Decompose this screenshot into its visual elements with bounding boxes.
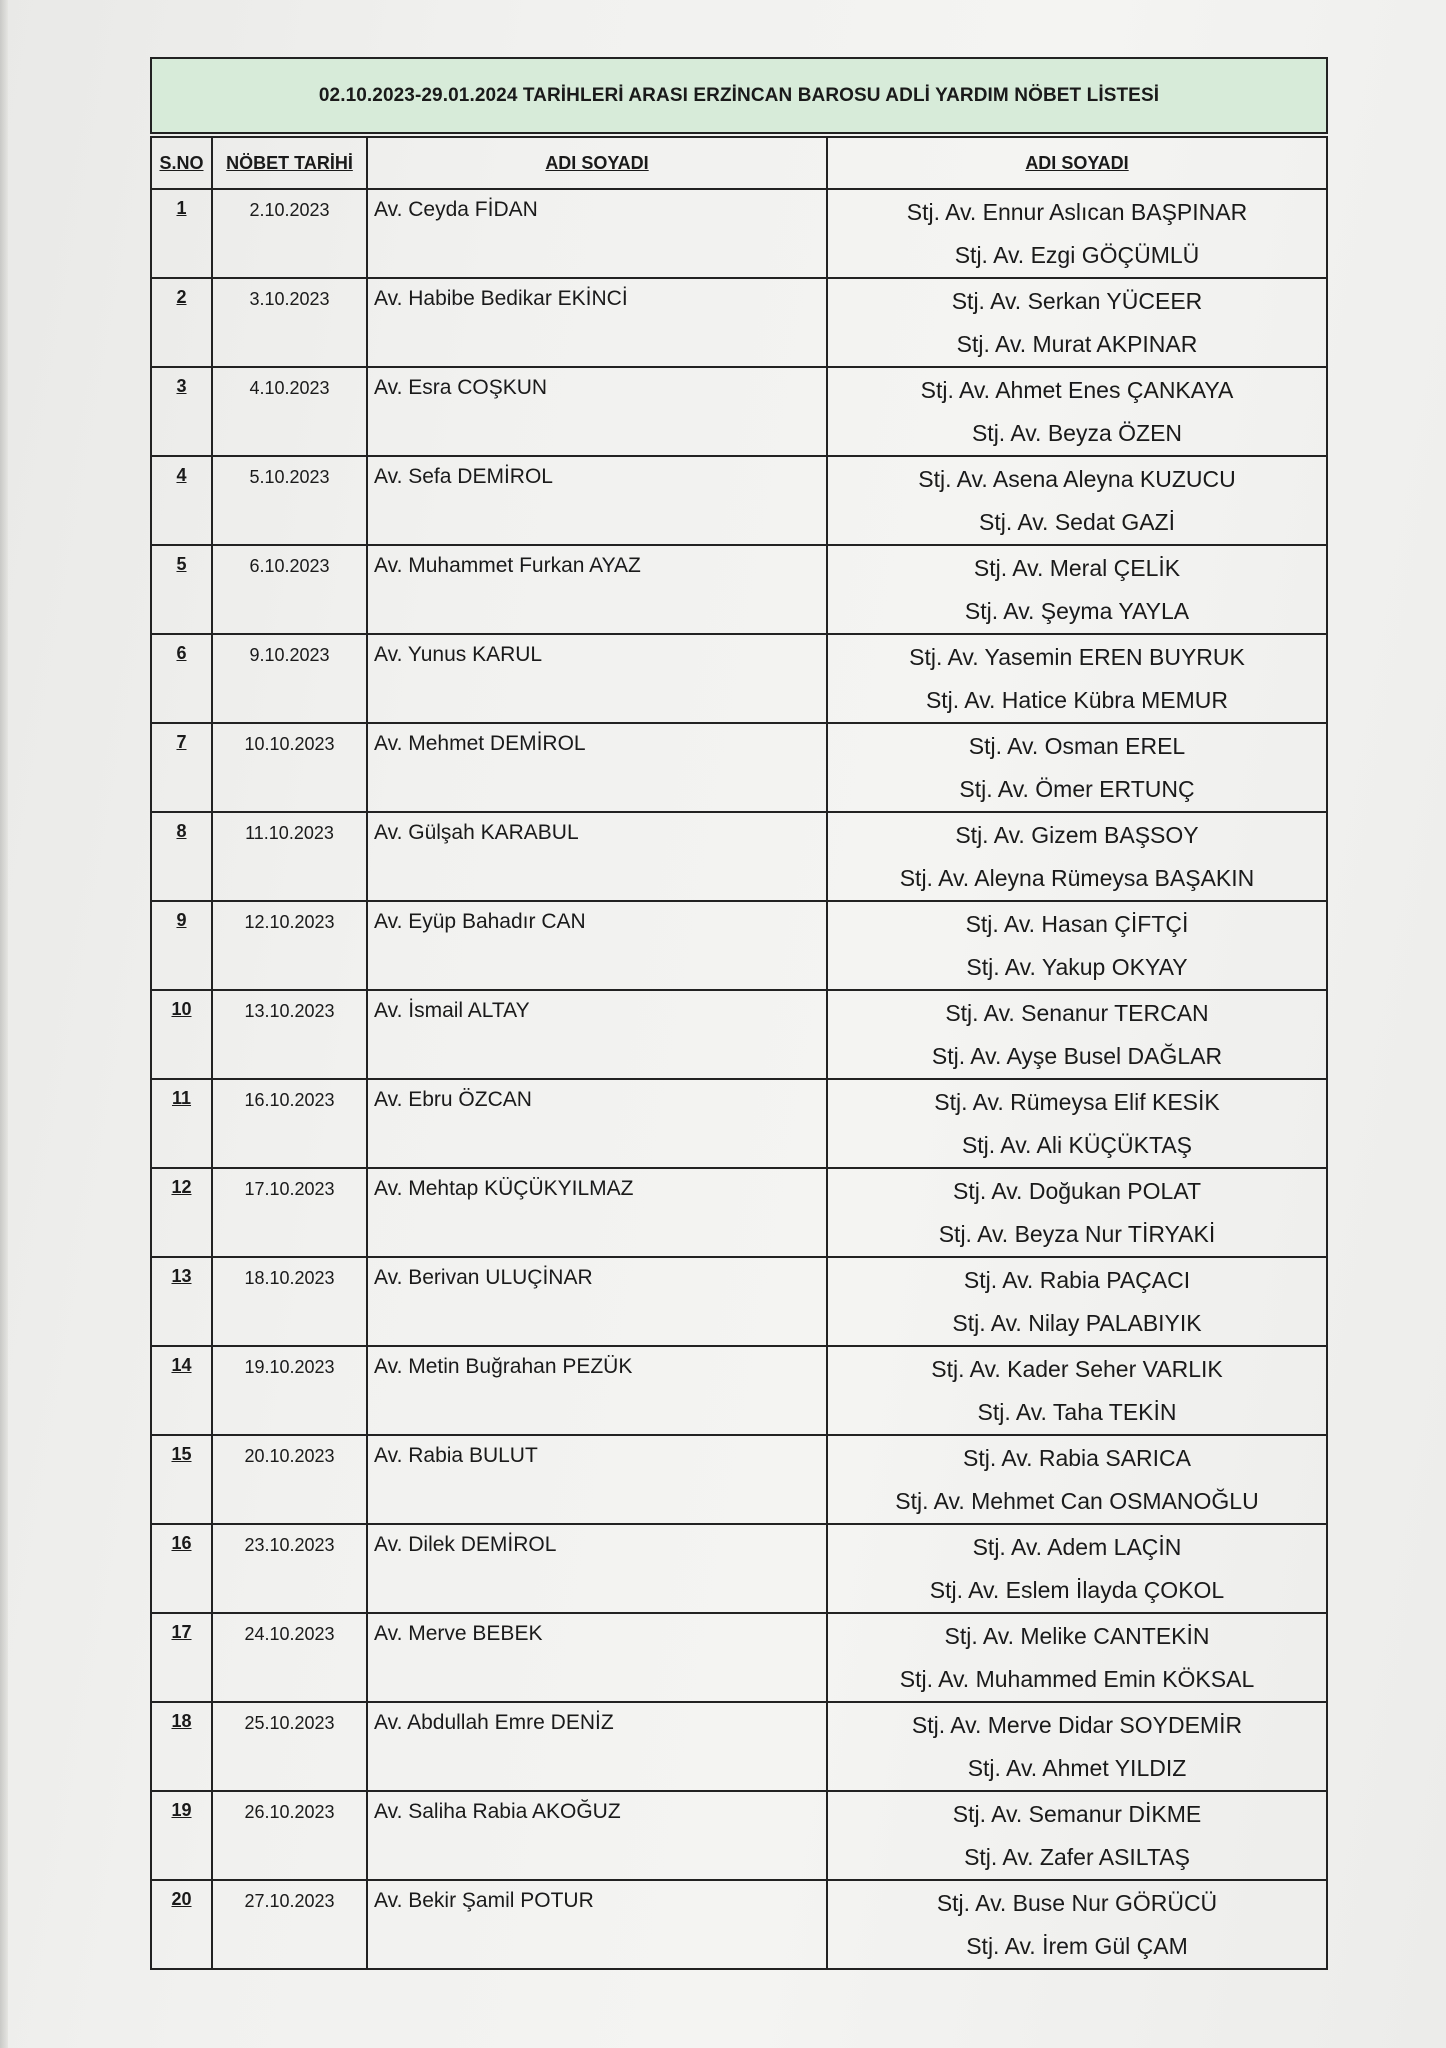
table-row bbox=[151, 634, 1327, 723]
trainee-name-1: Stj. Av. Semanur DİKME bbox=[952, 1801, 1202, 1827]
row-number: 7 bbox=[151, 723, 212, 812]
duty-date: 27.10.2023 bbox=[212, 1880, 367, 1969]
trainee-name-2: Stj. Av. Mehmet Can OSMANOĞLU bbox=[895, 1488, 1259, 1514]
table-row bbox=[151, 1791, 1327, 1880]
trainee-cell bbox=[827, 1168, 1327, 1257]
trainee-name-1: Stj. Av. Yasemin EREN BUYRUK bbox=[909, 644, 1245, 670]
trainee-name-2: Stj. Av. Şeyma YAYLA bbox=[964, 598, 1190, 624]
table-row bbox=[151, 278, 1327, 367]
duty-date: 26.10.2023 bbox=[212, 1791, 367, 1880]
duty-date: 12.10.2023 bbox=[212, 901, 367, 990]
duty-date: 10.10.2023 bbox=[212, 723, 367, 812]
page-edge bbox=[0, 0, 8, 2048]
lawyer-name: Av. Berivan ULUÇİNAR bbox=[367, 1257, 827, 1346]
trainee-name-2: Stj. Av. Hatice Kübra MEMUR bbox=[925, 687, 1229, 713]
trainee-cell bbox=[827, 1346, 1327, 1435]
trainee-name-1: Stj. Av. Buse Nur GÖRÜCÜ bbox=[936, 1890, 1218, 1916]
duty-date: 17.10.2023 bbox=[212, 1168, 367, 1257]
trainee-name-1: Stj. Av. Serkan YÜCEER bbox=[951, 288, 1203, 314]
table-row bbox=[151, 1880, 1327, 1969]
trainee-cell bbox=[827, 1702, 1327, 1791]
trainee-name-2: Stj. Av. Taha TEKİN bbox=[977, 1399, 1177, 1425]
row-number: 12 bbox=[151, 1168, 212, 1257]
table-row bbox=[151, 545, 1327, 634]
row-number: 18 bbox=[151, 1702, 212, 1791]
trainee-cell bbox=[827, 990, 1327, 1079]
trainee-cell bbox=[827, 545, 1327, 634]
trainee-cell bbox=[827, 901, 1327, 990]
row-number: 2 bbox=[151, 278, 212, 367]
header-date: NÖBET TARİHİ bbox=[212, 137, 367, 189]
trainee-name-1: Stj. Av. Hasan ÇİFTÇİ bbox=[965, 911, 1189, 937]
header-row bbox=[151, 137, 1327, 189]
trainee-name-1: Stj. Av. Rabia SARICA bbox=[963, 1445, 1191, 1471]
trainee-name-1: Stj. Av. Senanur TERCAN bbox=[945, 1000, 1209, 1026]
trainee-name-2: Stj. Av. Zafer ASILTAŞ bbox=[964, 1844, 1190, 1870]
trainee-name-2: Stj. Av. Aleyna Rümeysa BAŞAKIN bbox=[899, 865, 1255, 891]
trainee-name-1: Stj. Av. Melike CANTEKİN bbox=[944, 1623, 1210, 1649]
duty-date: 18.10.2023 bbox=[212, 1257, 367, 1346]
row-number: 9 bbox=[151, 901, 212, 990]
title-banner bbox=[150, 57, 1328, 134]
duty-date: 25.10.2023 bbox=[212, 1702, 367, 1791]
trainee-name-1: Stj. Av. Osman EREL bbox=[968, 733, 1186, 759]
duty-date: 3.10.2023 bbox=[212, 278, 367, 367]
page-title: 02.10.2023-29.01.2024 TARİHLERİ ARASI ERZİNCAN BAROSU ADLİ YARDIM NÖBET LİSTESİ bbox=[318, 84, 1160, 106]
row-number: 5 bbox=[151, 545, 212, 634]
table-row bbox=[151, 1524, 1327, 1613]
table-row bbox=[151, 1346, 1327, 1435]
trainee-name-2: Stj. Av. Beyza ÖZEN bbox=[971, 420, 1183, 446]
lawyer-name: Av. Sefa DEMİROL bbox=[367, 456, 827, 545]
table-row bbox=[151, 901, 1327, 990]
row-number: 3 bbox=[151, 367, 212, 456]
trainee-cell bbox=[827, 1435, 1327, 1524]
trainee-name-2: Stj. Av. Muhammed Emin KÖKSAL bbox=[899, 1666, 1255, 1692]
trainee-name-1: Stj. Av. Ennur Aslıcan BAŞPINAR bbox=[906, 199, 1248, 225]
trainee-name-2: Stj. Av. Nilay PALABIYIK bbox=[952, 1310, 1202, 1336]
trainee-cell bbox=[827, 723, 1327, 812]
trainee-name-1: Stj. Av. Ahmet Enes ÇANKAYA bbox=[920, 377, 1234, 403]
table-row bbox=[151, 723, 1327, 812]
table-row bbox=[151, 812, 1327, 901]
trainee-cell bbox=[827, 1524, 1327, 1613]
lawyer-name: Av. Mehtap KÜÇÜKYILMAZ bbox=[367, 1168, 827, 1257]
row-number: 11 bbox=[151, 1079, 212, 1168]
row-number: 14 bbox=[151, 1346, 212, 1435]
trainee-name-2: Stj. Av. Ali KÜÇÜKTAŞ bbox=[961, 1132, 1193, 1158]
duty-date: 24.10.2023 bbox=[212, 1613, 367, 1702]
table-row bbox=[151, 1168, 1327, 1257]
lawyer-name: Av. Habibe Bedikar EKİNCİ bbox=[367, 278, 827, 367]
lawyer-name: Av. İsmail ALTAY bbox=[367, 990, 827, 1079]
trainee-cell bbox=[827, 812, 1327, 901]
trainee-cell bbox=[827, 1257, 1327, 1346]
table-row bbox=[151, 1702, 1327, 1791]
trainee-name-2: Stj. Av. Yakup OKYAY bbox=[966, 954, 1188, 980]
lawyer-name: Av. Muhammet Furkan AYAZ bbox=[367, 545, 827, 634]
row-number: 20 bbox=[151, 1880, 212, 1969]
table-row bbox=[151, 990, 1327, 1079]
trainee-name-2: Stj. Av. Eslem İlayda ÇOKOL bbox=[929, 1577, 1225, 1603]
duty-date: 19.10.2023 bbox=[212, 1346, 367, 1435]
row-number: 15 bbox=[151, 1435, 212, 1524]
header-lawyer-name: ADI SOYADI bbox=[367, 137, 827, 189]
lawyer-name: Av. Metin Buğrahan PEZÜK bbox=[367, 1346, 827, 1435]
duty-table bbox=[150, 136, 1328, 1970]
trainee-name-2: Stj. Av. Beyza Nur TİRYAKİ bbox=[938, 1221, 1216, 1247]
table-row bbox=[151, 1079, 1327, 1168]
lawyer-name: Av. Rabia BULUT bbox=[367, 1435, 827, 1524]
row-number: 10 bbox=[151, 990, 212, 1079]
row-number: 16 bbox=[151, 1524, 212, 1613]
trainee-name-1: Stj. Av. Gizem BAŞSOY bbox=[955, 822, 1199, 848]
row-number: 17 bbox=[151, 1613, 212, 1702]
trainee-cell bbox=[827, 1880, 1327, 1969]
duty-date: 6.10.2023 bbox=[212, 545, 367, 634]
lawyer-name: Av. Mehmet DEMİROL bbox=[367, 723, 827, 812]
lawyer-name: Av. Saliha Rabia AKOĞUZ bbox=[367, 1791, 827, 1880]
row-number: 19 bbox=[151, 1791, 212, 1880]
trainee-name-2: Stj. Av. Sedat GAZİ bbox=[978, 509, 1176, 535]
trainee-cell bbox=[827, 278, 1327, 367]
table-row bbox=[151, 456, 1327, 545]
table-row bbox=[151, 367, 1327, 456]
table-row bbox=[151, 1435, 1327, 1524]
trainee-cell bbox=[827, 1791, 1327, 1880]
trainee-cell bbox=[827, 456, 1327, 545]
row-number: 6 bbox=[151, 634, 212, 723]
table-row bbox=[151, 189, 1327, 278]
trainee-name-2: Stj. Av. Murat AKPINAR bbox=[956, 331, 1198, 357]
trainee-name-1: Stj. Av. Asena Aleyna KUZUCU bbox=[918, 466, 1236, 492]
duty-date: 4.10.2023 bbox=[212, 367, 367, 456]
row-number: 4 bbox=[151, 456, 212, 545]
duty-date: 9.10.2023 bbox=[212, 634, 367, 723]
trainee-name-2: Stj. Av. Ömer ERTUNÇ bbox=[959, 776, 1195, 802]
lawyer-name: Av. Eyüp Bahadır CAN bbox=[367, 901, 827, 990]
trainee-name-1: Stj. Av. Doğukan POLAT bbox=[952, 1178, 1201, 1204]
lawyer-name: Av. Abdullah Emre DENİZ bbox=[367, 1702, 827, 1791]
trainee-name-2: Stj. Av. Ezgi GÖÇÜMLÜ bbox=[954, 242, 1200, 268]
trainee-name-1: Stj. Av. Meral ÇELİK bbox=[973, 555, 1181, 581]
lawyer-name: Av. Esra COŞKUN bbox=[367, 367, 827, 456]
trainee-name-2: Stj. Av. Ahmet YILDIZ bbox=[967, 1755, 1187, 1781]
trainee-cell bbox=[827, 634, 1327, 723]
trainee-cell bbox=[827, 1613, 1327, 1702]
row-number: 13 bbox=[151, 1257, 212, 1346]
header-no: S.NO bbox=[151, 137, 212, 189]
duty-date: 23.10.2023 bbox=[212, 1524, 367, 1613]
duty-date: 20.10.2023 bbox=[212, 1435, 367, 1524]
duty-date: 11.10.2023 bbox=[212, 812, 367, 901]
lawyer-name: Av. Gülşah KARABUL bbox=[367, 812, 827, 901]
row-number: 1 bbox=[151, 189, 212, 278]
lawyer-name: Av. Yunus KARUL bbox=[367, 634, 827, 723]
trainee-name-2: Stj. Av. İrem Gül ÇAM bbox=[966, 1933, 1188, 1959]
duty-date: 13.10.2023 bbox=[212, 990, 367, 1079]
trainee-cell bbox=[827, 189, 1327, 278]
table-row bbox=[151, 1613, 1327, 1702]
lawyer-name: Av. Ceyda FİDAN bbox=[367, 189, 827, 278]
trainee-name-1: Stj. Av. Adem LAÇİN bbox=[972, 1534, 1182, 1560]
lawyer-name: Av. Bekir Şamil POTUR bbox=[367, 1880, 827, 1969]
lawyer-name: Av. Dilek DEMİROL bbox=[367, 1524, 827, 1613]
lawyer-name: Av. Merve BEBEK bbox=[367, 1613, 827, 1702]
header-trainee-name: ADI SOYADI bbox=[827, 137, 1327, 189]
duty-date: 5.10.2023 bbox=[212, 456, 367, 545]
trainee-name-1: Stj. Av. Rümeysa Elif KESİK bbox=[934, 1089, 1220, 1115]
trainee-cell bbox=[827, 1079, 1327, 1168]
trainee-name-1: Stj. Av. Rabia PAÇACI bbox=[963, 1267, 1191, 1293]
trainee-name-1: Stj. Av. Kader Seher VARLIK bbox=[931, 1356, 1223, 1382]
duty-date: 2.10.2023 bbox=[212, 189, 367, 278]
trainee-name-1: Stj. Av. Merve Didar SOYDEMİR bbox=[911, 1712, 1243, 1738]
duty-date: 16.10.2023 bbox=[212, 1079, 367, 1168]
table-row bbox=[151, 1257, 1327, 1346]
trainee-name-2: Stj. Av. Ayşe Busel DAĞLAR bbox=[931, 1043, 1223, 1069]
row-number: 8 bbox=[151, 812, 212, 901]
lawyer-name: Av. Ebru ÖZCAN bbox=[367, 1079, 827, 1168]
trainee-cell bbox=[827, 367, 1327, 456]
